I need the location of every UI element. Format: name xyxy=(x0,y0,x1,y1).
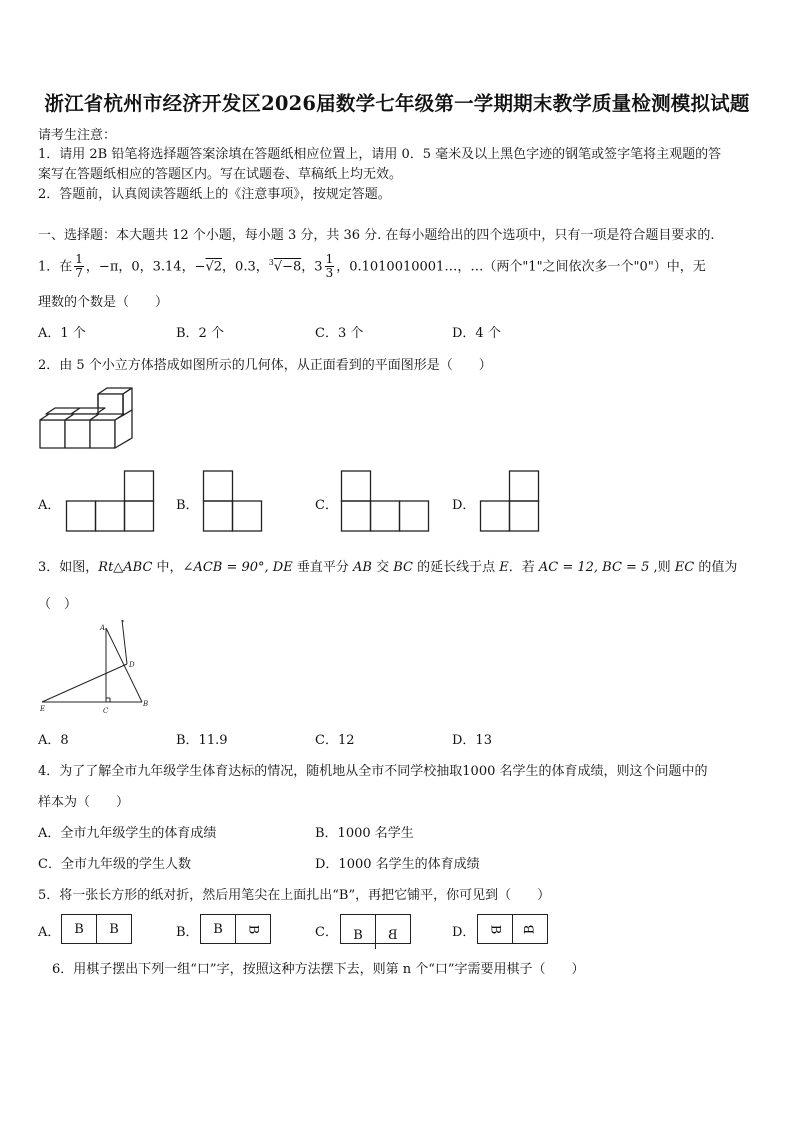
q5-d-right: B xyxy=(512,915,547,943)
notice-item-2: 2．答题前，认真阅读答题纸上的《注意事项》，按规定答题。 xyxy=(38,187,391,202)
q1-fraction-1: $\frac{1}{7}$ xyxy=(75,252,83,281)
question-2: 2．由 5 个小立方体搭成如图所示的几何体，从正面看到的平面图形是（ ） xyxy=(38,358,492,373)
q5-figure-a[interactable] xyxy=(61,914,132,944)
q2-option-a[interactable]: A． xyxy=(38,498,61,513)
question-6: 6．用棋子摆出下列一组“口”字，按照这种方法摆下去，则第 n 个“口”字需要用棋子（ ） xyxy=(52,962,585,977)
cube-solid-figure xyxy=(38,386,138,452)
notice-item-1: 1．请用 2B 铅笔将选择题答案涂填在答题纸相应位置上，请用 0．5 毫米及以上黑色字迹的钢笔或签字笔将主观题的答 xyxy=(38,147,722,162)
q4-option-c[interactable]: C．全市九年级的学生人数 xyxy=(38,857,191,872)
q1-option-b[interactable]: B．2 个 xyxy=(176,326,224,341)
label-b: B xyxy=(143,700,149,708)
q1-option-c[interactable]: C．3 个 xyxy=(315,326,364,341)
q4-option-a[interactable]: A．全市九年级学生的体育成绩 xyxy=(38,826,217,841)
q5-figure-b[interactable] xyxy=(200,914,271,944)
q5-option-d[interactable]: D． xyxy=(452,925,476,940)
q3-option-b[interactable]: B．11.9 xyxy=(176,733,228,748)
q5-b-left: B xyxy=(213,921,223,937)
q5-c-left: B xyxy=(353,927,363,943)
q5-a-right: B xyxy=(96,915,131,943)
q5-option-a[interactable]: A． xyxy=(38,925,61,940)
notice-heading: 请考生注意： xyxy=(38,128,117,143)
notice-item-1-cont: 案写在答题纸相应的答题区内。写在试题卷、草稿纸上均无效。 xyxy=(38,167,403,182)
q1-number: 1．在 xyxy=(38,259,73,275)
question-4: 4．为了了解全市九年级学生体育达标的情况，随机地从全市不同学校抽取1000 名学生的体育成绩，则这个问题中的 xyxy=(38,764,708,779)
question-1-cont: 理数的个数是（ ） xyxy=(38,295,169,310)
q1-fraction-2: $\frac{1}{3}$ xyxy=(325,252,334,281)
q2-option-b[interactable]: B． xyxy=(176,498,199,513)
q5-figure-d[interactable] xyxy=(477,914,548,944)
q2-figure-a[interactable] xyxy=(66,470,156,532)
q5-c-right: B xyxy=(375,915,410,949)
q3-option-c[interactable]: C．12 xyxy=(315,733,355,748)
q1-option-a[interactable]: A．1 个 xyxy=(38,326,86,341)
question-3-cont: （ ） xyxy=(38,597,78,612)
q2-figure-b[interactable] xyxy=(203,470,265,532)
q5-option-b[interactable]: B． xyxy=(176,925,199,940)
question-1: 1．在 $\frac{1}{7}$ ，−π，0，3.14，−√2，0.3，$^3$√−8，3 $\frac{1}{3}$ ，0.1010010001…，…（两个"1"之间依次多一个"0"）中，无 xyxy=(38,252,706,281)
question-5: 5．将一张长方形的纸对折，然后用笔尖在上面扎出“B”，再把它铺平，你可见到（ ） xyxy=(38,888,551,903)
q1-cbrt: √−8 xyxy=(273,259,302,275)
q2-option-c[interactable]: C． xyxy=(315,498,338,513)
q5-option-c[interactable]: C． xyxy=(315,925,338,940)
q3-option-d[interactable]: D．13 xyxy=(452,733,492,748)
q5-d-left: B xyxy=(487,924,503,934)
question-3: 3．如图，Rt△ABC 中，∠ACB = 90°, DE 垂直平分 AB 交 BC 的延长线于点 E．若 AC = 12, BC = 5 ,则 EC 的值为 xyxy=(38,560,738,575)
q4-option-d[interactable]: D．1000 名学生的体育成绩 xyxy=(315,857,480,872)
q4-option-b[interactable]: B．1000 名学生 xyxy=(315,826,414,841)
triangle-figure xyxy=(36,618,156,718)
question-4-cont: 样本为（ ） xyxy=(38,795,130,810)
q2-figure-d[interactable] xyxy=(480,470,542,532)
q1-sqrt: √2 xyxy=(205,259,223,275)
page-title: 浙江省杭州市经济开发区2026届数学七年级第一学期期末教学质量检测模拟试题 xyxy=(44,92,750,115)
q5-figure-c[interactable] xyxy=(340,914,411,944)
label-a: A xyxy=(100,624,106,632)
q1-option-d[interactable]: D．4 个 xyxy=(452,326,501,341)
label-c: C xyxy=(103,707,109,715)
label-e: E xyxy=(40,705,46,713)
q3-option-a[interactable]: A．8 xyxy=(38,733,69,748)
q2-option-d[interactable]: D． xyxy=(452,498,476,513)
q2-figure-c[interactable] xyxy=(341,470,431,532)
q5-a-left: B xyxy=(74,921,84,937)
section-heading: 一、选择题：本大题共 12 个小题，每小题 3 分，共 36 分. 在每小题给出的四个选项中，只有一项是符合题目要求的. xyxy=(38,228,715,243)
label-d: D xyxy=(129,661,135,669)
q5-b-right: B xyxy=(235,915,270,943)
